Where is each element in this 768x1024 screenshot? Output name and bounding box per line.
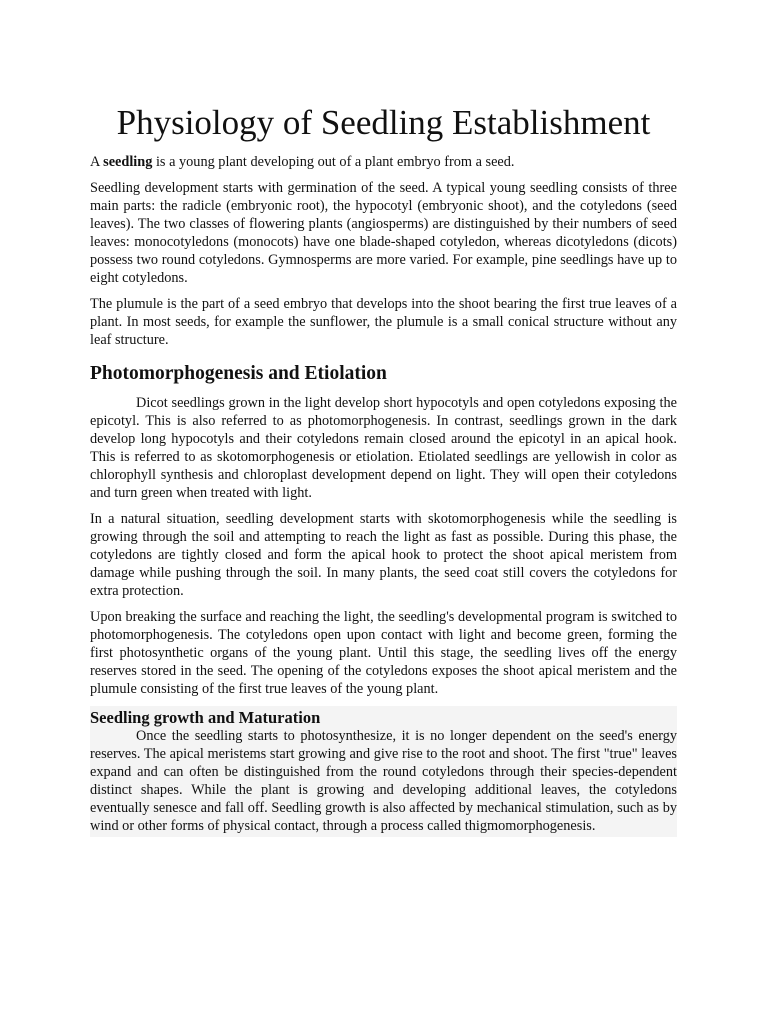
intro-rest: is a young plant developing out of a plant embryo from a seed. xyxy=(152,154,515,170)
photomorphogenesis-paragraph-3: Upon breaking the surface and reaching the light, the seedling's developmental program is switched to photomorphogenesis. The cotyledons open upon contact with light and become green, forming the first photosynthetic organs of the young plant. Until this stage, the seedling lives off the energy reserves stored in the seed. The opening of the cotyledons exposes the shoot apical meristem and the plumule consisting of the first true leaves of the young plant. xyxy=(90,609,677,697)
development-paragraph: Seedling development starts with germination of the seed. A typical young seedling consists of three main parts: the radicle (embryonic root), the hypocotyl (embryonic shoot), and the cotyledons (seed leaves). The two classes of flowering plants (angiosperms) are distinguished by their numbers of seed leaves: monocotyledons (monocots) have one blade-shaped cotyledon, whereas dicotyledons (dicots) possess two round cotyledons. Gymnosperms are more varied. For example, pine seedlings have up to eight cotyledons. xyxy=(90,180,677,286)
growth-heading: Seedling growth and Maturation xyxy=(90,708,321,727)
document-body xyxy=(90,0,677,837)
photomorphogenesis-heading: Photomorphogenesis and Etiolation xyxy=(90,363,387,384)
growth-paragraph: Once the seedling starts to photosynthesize, it is no longer dependent on the seed's energy reserves. The apical meristems start growing and give rise to the root and shoot. The first "true" leaves expand and can often be distinguished from the round cotyledons through their species-dependent distinct shapes. While the plant is growing and developing additional leaves, the cotyledons eventually senesce and fall off. Seedling growth is also affected by mechanical stimulation, such as by wind or other forms of physical contact, through a process called thigmomorphogenesis. xyxy=(90,728,677,834)
intro-term: seedling xyxy=(103,154,153,170)
photomorphogenesis-paragraph-1: Dicot seedlings grown in the light develop short hypocotyls and open cotyledons exposing the epicotyl. This is also referred to as photomorphogenesis. In contrast, seedlings grown in the dark develop long hypocotyls and their cotyledons remain closed around the epicotyl in an apical hook. This is referred to as skotomorphogenesis or etiolation. Etiolated seedlings are yellowish in color as chlorophyll synthesis and chloroplast development depend on light. They will open their cotyledons and turn green when treated with light. xyxy=(90,395,677,501)
plumule-paragraph: The plumule is the part of a seed embryo that develops into the shoot bearing the first true leaves of a plant. In most seeds, for example the sunflower, the plumule is a small conical structure without any leaf structure. xyxy=(90,296,677,348)
intro-lead: A xyxy=(90,154,104,170)
intro-paragraph xyxy=(90,153,677,171)
document-title: Physiology of Seedling Establishment xyxy=(116,103,651,142)
growth-section xyxy=(90,706,677,837)
photomorphogenesis-paragraph-2: In a natural situation, seedling development starts with skotomorphogenesis while the seedling is growing through the soil and attempting to reach the light as fast as possible. During this phase, the cotyledons are tightly closed and form the apical hook to protect the shoot apical meristem from damage while pushing through the soil. In many plants, the seed coat still covers the cotyledons for extra protection. xyxy=(90,511,677,599)
